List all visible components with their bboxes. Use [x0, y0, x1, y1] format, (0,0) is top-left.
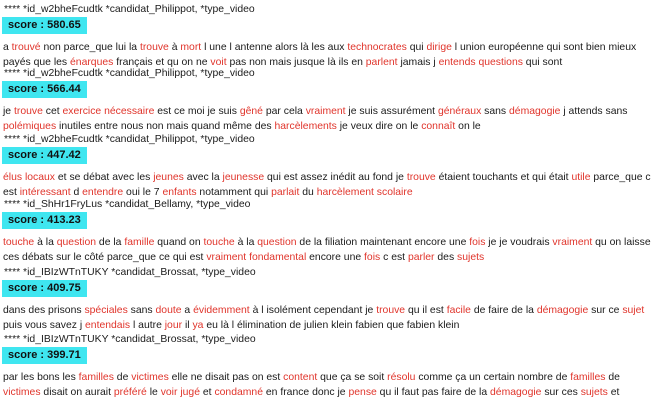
score-badge: score : 447.42: [2, 147, 87, 164]
highlighted-word: vraiment: [206, 251, 247, 263]
highlighted-word: jeunes: [153, 172, 184, 183]
highlighted-word: évidemment: [193, 305, 250, 316]
highlighted-word: parlait: [271, 186, 300, 198]
highlighted-word: nécessaire: [104, 106, 155, 117]
highlighted-word: intéressant: [19, 186, 71, 198]
highlighted-word: trouvé: [11, 42, 41, 53]
highlighted-word: parler: [407, 251, 435, 263]
highlighted-word: familles: [78, 372, 114, 383]
entry-header: **** *id_IBIzWTnTUKY *candidat_Brossat, *type_video: [4, 267, 256, 278]
highlighted-word: parlent: [365, 56, 398, 68]
highlighted-word: pense: [348, 386, 377, 398]
entry-text: je trouve cet exercice nécessaire est ce moi je suis gêné par cela vraiment je suis assurément généraux sans démagogie j attends sans polémiques inutiles entre nous non mais quand même des harcèlements je veux dire on le connaît on le: [3, 106, 628, 132]
highlighted-word: trouve: [406, 172, 436, 183]
highlighted-word: gêné: [239, 106, 263, 117]
highlighted-word: voir: [160, 386, 178, 398]
score-badge: score : 409.75: [2, 280, 87, 297]
highlighted-word: dirige: [426, 42, 452, 53]
entry-text: a trouvé non parce_que lui la trouve à mort l une l antenne alors là les aux technocrates qui dirige l union européenne qui sont bien mieux payés que les énarques français et qu on ne voit pas non mais jusque là ils en parlent jamais j entends questions qui sont: [3, 42, 637, 68]
highlighted-word: énarques: [70, 56, 114, 68]
highlighted-word: préféré: [113, 386, 147, 398]
highlighted-word: connaît: [421, 120, 456, 132]
highlighted-word: facile: [446, 305, 471, 316]
highlighted-word: généraux: [437, 106, 482, 117]
highlighted-word: fois: [469, 237, 486, 248]
highlighted-word: ya: [192, 319, 204, 331]
entry-header: **** *id_ShHr1FryLus *candidat_Bellamy, *type_video: [4, 199, 251, 210]
highlighted-word: jour: [164, 319, 183, 331]
highlighted-word: exercice: [62, 106, 102, 117]
highlighted-word: enfants: [162, 186, 197, 198]
highlighted-word: mort: [180, 42, 202, 53]
highlighted-word: harcèlements: [274, 120, 337, 132]
highlighted-word: entendais: [85, 319, 131, 331]
highlighted-word: jugé: [180, 386, 200, 398]
highlighted-word: victimes: [131, 372, 169, 383]
score-badge: score : 399.71: [2, 347, 87, 364]
highlighted-word: victimes: [3, 386, 41, 398]
entry-header: **** *id_w2bheFcudtk *candidat_Philippot, *type_video: [4, 68, 255, 79]
highlighted-word: fois: [364, 251, 381, 263]
entry-header: **** *id_w2bheFcudtk *candidat_Philippot, *type_video: [4, 134, 255, 145]
highlighted-word: technocrates: [347, 42, 407, 53]
score-badge: score : 580.65: [2, 17, 87, 34]
highlighted-word: démagogie: [536, 305, 589, 316]
highlighted-word: polémiques: [3, 120, 57, 132]
score-badge: score : 413.23: [2, 212, 87, 229]
highlighted-word: sujets: [580, 386, 608, 398]
highlighted-word: utile: [571, 172, 591, 183]
highlighted-word: harcèlement: [316, 186, 374, 198]
highlighted-word: sujets: [457, 251, 485, 263]
highlighted-word: trouve: [139, 42, 169, 53]
highlighted-word: scolaire: [376, 186, 413, 198]
entry-text: élus locaux et se débat avec les jeunes avec la jeunesse qui est assez inédit au fond je trouve étaient touchants et qui était utile parce_que c est intéressant d entendre oui le 7 enfants notamment qui parlait du harcèlement scolaire: [3, 172, 651, 198]
highlighted-word: sujet: [622, 305, 645, 316]
highlighted-word: locaux: [24, 172, 55, 183]
highlighted-word: famille: [124, 237, 155, 248]
highlighted-word: question: [257, 237, 297, 248]
highlighted-word: entends: [438, 56, 476, 68]
highlighted-word: trouve: [13, 106, 43, 117]
highlighted-word: question: [56, 237, 97, 248]
highlighted-word: questions: [478, 56, 523, 68]
entry-header: **** *id_w2bheFcudtk *candidat_Philippot, *type_video: [4, 4, 255, 15]
highlighted-word: doute: [155, 305, 182, 316]
entry-text: par les bons les familles de victimes elle ne disait pas on est content que ça se soit résolu comme ça un certain nombre de familles de victimes disait on aurait préféré le voir jugé et condamné en france donc je pense qu il faut pas faire de la démagogie sur ces sujets et: [3, 372, 620, 398]
highlighted-word: condamné: [214, 386, 263, 398]
score-badge: score : 566.44: [2, 81, 87, 98]
highlighted-word: spéciales: [84, 305, 128, 316]
highlighted-word: fondamental: [249, 251, 307, 263]
highlighted-word: démagogie: [509, 106, 561, 117]
highlighted-word: familles: [570, 372, 606, 383]
highlighted-word: élus: [3, 172, 23, 183]
highlighted-word: content: [283, 372, 318, 383]
highlighted-word: vraiment: [552, 237, 593, 248]
highlighted-word: touche: [3, 237, 35, 248]
highlighted-word: jeunesse: [222, 172, 265, 183]
highlighted-word: vraiment: [305, 106, 346, 117]
highlighted-word: voit: [210, 56, 227, 68]
highlighted-word: résolu: [387, 372, 416, 383]
highlighted-word: entendre: [82, 186, 124, 198]
entry-header: **** *id_IBIzWTnTUKY *candidat_Brossat, *type_video: [4, 334, 256, 345]
entry-text: dans des prisons spéciales sans doute a évidemment à l isolément cependant je trouve qu il est facile de faire de la démagogie sur ce sujet puis vous savez j entendais l autre jour il ya eu là l élimination de julien klein fabien que fabien klein: [3, 305, 645, 331]
highlighted-word: touche: [203, 237, 235, 248]
highlighted-word: démagogie: [490, 386, 542, 398]
entry-text: touche à la question de la famille quand on touche à la question de la filiation maintenant encore une fois je je voudrais vraiment qu on laisse ces débats sur le côté parce_que ce qui est vraiment fondamental encore une fois c est parler des sujets: [3, 237, 651, 263]
highlighted-word: trouve: [376, 305, 406, 316]
